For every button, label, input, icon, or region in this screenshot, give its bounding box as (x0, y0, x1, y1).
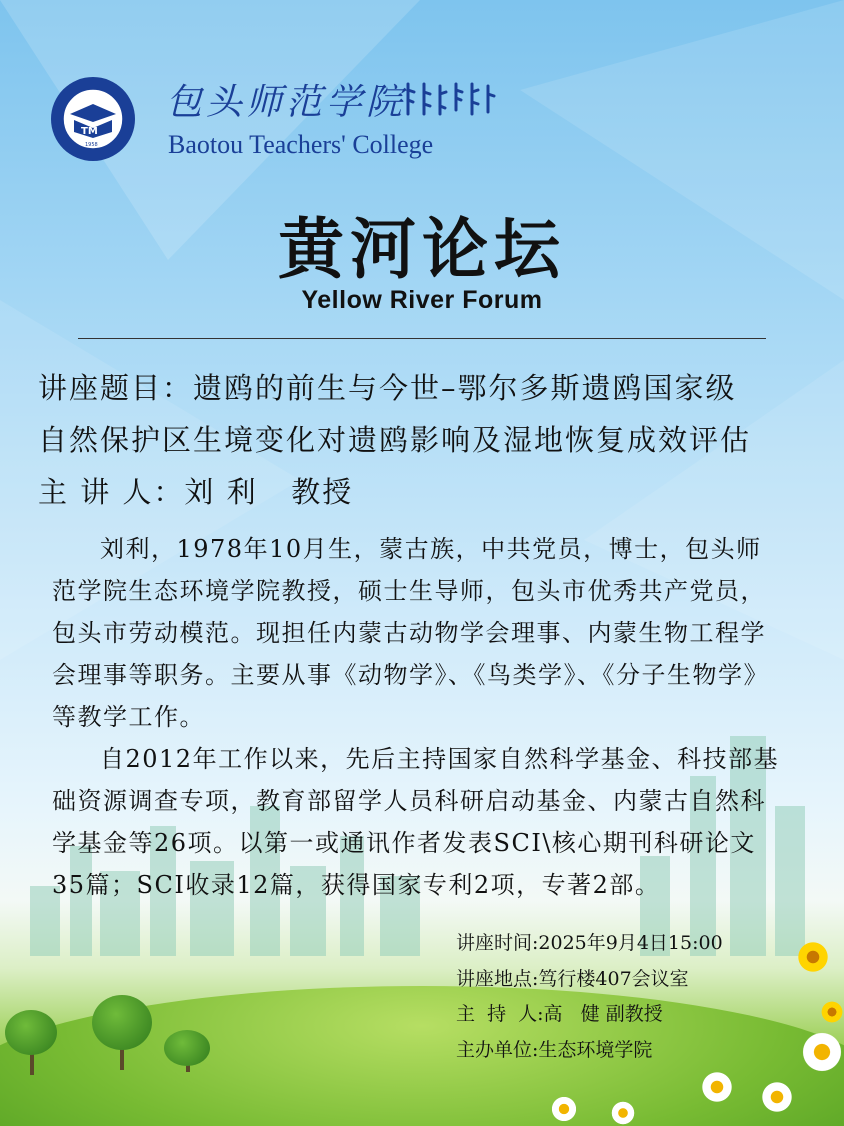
lecture-info (456, 926, 723, 1068)
lecture-organizer: 主办单位:生态环境学院 (456, 1038, 653, 1061)
college-logo (50, 76, 136, 162)
bio-paragraph: 自2012年工作以来，先后主持国家自然科学基金、科技部基础资源调查专项，教育部留学人员科研启动基金、内蒙古自然科学基金等26项。以第一或通讯作者发表SCI\核心期刊科研论文35篇；SCI收录12篇，获得国家专利2项，专著2部。 (52, 745, 780, 899)
svg-text:1958: 1958 (85, 142, 98, 148)
speaker-bio (52, 528, 787, 906)
svg-text:TM: TM (81, 126, 98, 137)
divider-line (78, 338, 766, 339)
forum-title-cn: 黄河论坛 (278, 211, 566, 288)
lecture-speaker: 主 讲 人：刘 利 教授 (38, 475, 354, 509)
college-name-en: Baotou Teachers' College (168, 130, 434, 159)
lecture-topic-line1: 讲座题目：遗鸥的前生与今世–鄂尔多斯遗鸥国家级 (38, 371, 737, 405)
lecture-time: 讲座时间:2025年9月4日15:00 (456, 932, 723, 954)
lecture-topic-line2: 自然保护区生境变化对遗鸥影响及湿地恢复成效评估 (38, 423, 752, 457)
lecture-host: 主 持 人:高 健 副教授 (456, 1003, 663, 1025)
mongolian-script (400, 80, 500, 120)
forum-title-en: Yellow River Forum (301, 286, 543, 314)
bio-paragraph: 刘利，1978年10月生，蒙古族，中共党员，博士，包头师范学院生态环境学院教授，硕士生导师，包头市优秀共产党员，包头市劳动模范。现担任内蒙古动物学会理事、内蒙生物工程学会理事等职务。主要从事《动物学》、《鸟类学》、《分子生物学》等教学工作。 (52, 535, 769, 731)
college-name-cn: 包头师范学院 (166, 82, 407, 123)
lecture-heading (38, 362, 828, 518)
lecture-place: 讲座地点:笃行楼407会议室 (456, 967, 689, 990)
